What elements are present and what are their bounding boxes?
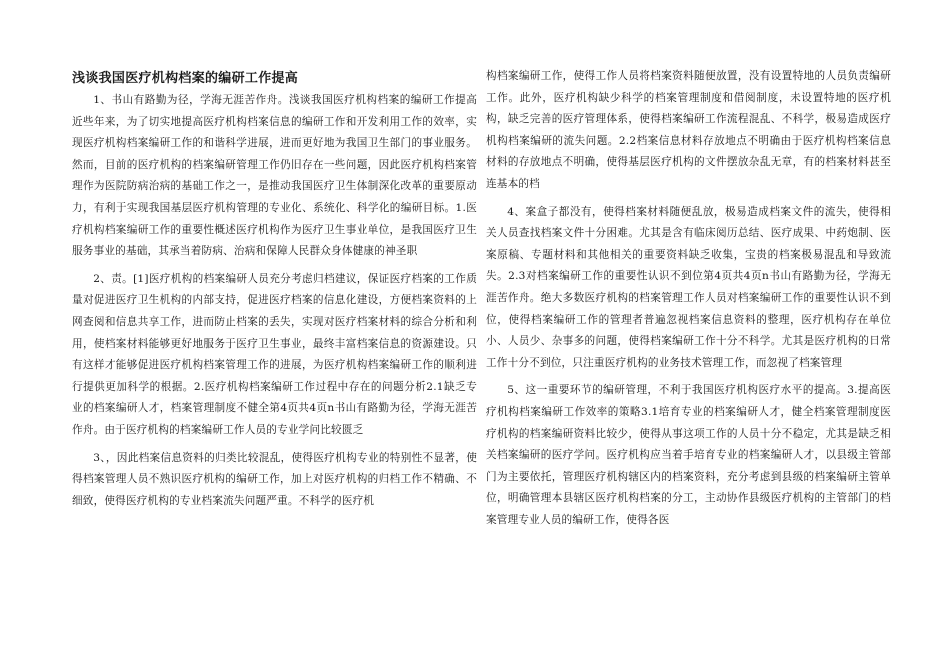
document-title: 浅谈我国医疗机构档案的编研工作提高 — [72, 71, 299, 86]
paragraph-5: 5、这一重要环节的编研管理，不利于我国医疗机构医疗水平的提高。3.提高医疗机构档案编研工作效率的策略3.1培育专业的档案编研人才，健全档案管理制度医疗机构的档案编研资料比较少，使得从事这项工作的人员十分不稳定，尤其是缺乏相关档案编研的医疗学问。医疗机构应当着手培育专业的档案编研人才，以县级主管部门为主要依托，管理医疗机构辖区内的档案资料，充分考虑到县级的档案编研主管单位，明确管理本县辖区医疗机构档案的分工，主动协作县级医疗机构的主管部门的档案管理专业人员的编研工作，使得各医 — [486, 384, 891, 526]
paragraph-3: 3、，因此档案信息资料的归类比较混乱，使得医疗机构专业的特别性不显著，使得档案管理人员不熟识医疗机构的编研工作，加上对医疗机构的归档工作不精确、不细致，使得医疗机构的专业档案流失问题严重。不科学的医疗机 — [72, 451, 477, 507]
left-column — [72, 66, 477, 518]
paragraph-4: 4、案盒子都没有，使得档案材料随便乱放，极易造成档案文件的流失，使得相关人员查找档案文件十分困难。尤其是含有临床阅历总结、医疗成果、中药炮制、医案原稿、专题材料和其他相关的重要资料缺乏收集，宝贵的档案极易混乱和导致流失。2.3对档案编研工作的重要性认识不到位第4页共4页n书山有路勤为径，学海无涯苦作舟。绝大多数医疗机构的档案管理工作人员对档案编研工作的重要性认识不到位，使得档案编研工作的管理者普遍忽视档案信息资料的整理，医疗机构存在单位小、人员少、杂事多的问题，使得档案编研工作十分不科学。尤其是医疗机构的日常工作十分不到位，只注重医疗机构的业务技术管理工作，而忽视了档案管理 — [486, 205, 891, 369]
paragraph-2: 2、责。[1]医疗机构的档案编研人员充分考虑归档建议，保证医疗档案的工作质量对促进医疗卫生机构的内部支持，促进医疗档案的信息化建设，方便档案资料的上网查阅和信息共享工作，进而防止档案的丢失，实现对医疗档案材料的综合分析和利用，使档案材料能够更好地服务于医疗卫生事业，最终丰富档案信息的资源建设。只有这样才能够促进医疗机构档案管理工作的进展，为医疗机构档案编研工作的顺利进行提供更加科学的根据。2.医疗机构档案编研工作过程中存在的问题分析2.1缺乏专业的档案编研人才，档案管理制度不健全第4页共4页n书山有路勤为径，学海无涯苦作舟。由于医疗机构的档案编研工作人员的专业学问比较匮乏 — [72, 272, 477, 436]
paragraph-3-continued: 构档案编研工作，使得工作人员将档案资料随便放置，没有设置特地的人员负责编研工作。此外，医疗机构缺少科学的档案管理制度和借阅制度，未设置特地的医疗机构，缺乏完善的医疗管理体系，使得档案编研工作流程混乱、不科学，极易造成医疗机构档案编研的流失问题。2.2档案信息材料存放地点不明确由于医疗机构档案信息材料的存放地点不明确，使得基层医疗机构的文件摆放杂乱无章，有的档案材料甚至连基本的档 — [486, 70, 891, 190]
paragraph-1: 1、书山有路勤为径，学海无涯苦作舟。浅谈我国医疗机构档案的编研工作提高近些年来，为了切实地提高医疗机构档案信息的编研工作和开发利用工作的效率，实现医疗机构档案编研工作的和谐科学进展，进而更好地为我国卫生部门的事业服务。然而，目前的医疗机构的档案编研管理工作仍旧存在一些问题，因此医疗机构档案管理作为医院防病治病的基础工作之一，是推动我国医疗卫生体制深化改革的重要原动力，有利于实现我国基层医疗机构管理的专业化、系统化、科学化的编研目标。1.医疗机构档案编研工作的重要性概述医疗机构作为医疗卫生事业单位，是我国医疗卫生服务事业的基础，其承当着防病、治病和保障人民群众身体健康的神圣职 — [72, 94, 477, 258]
right-column — [486, 66, 891, 537]
